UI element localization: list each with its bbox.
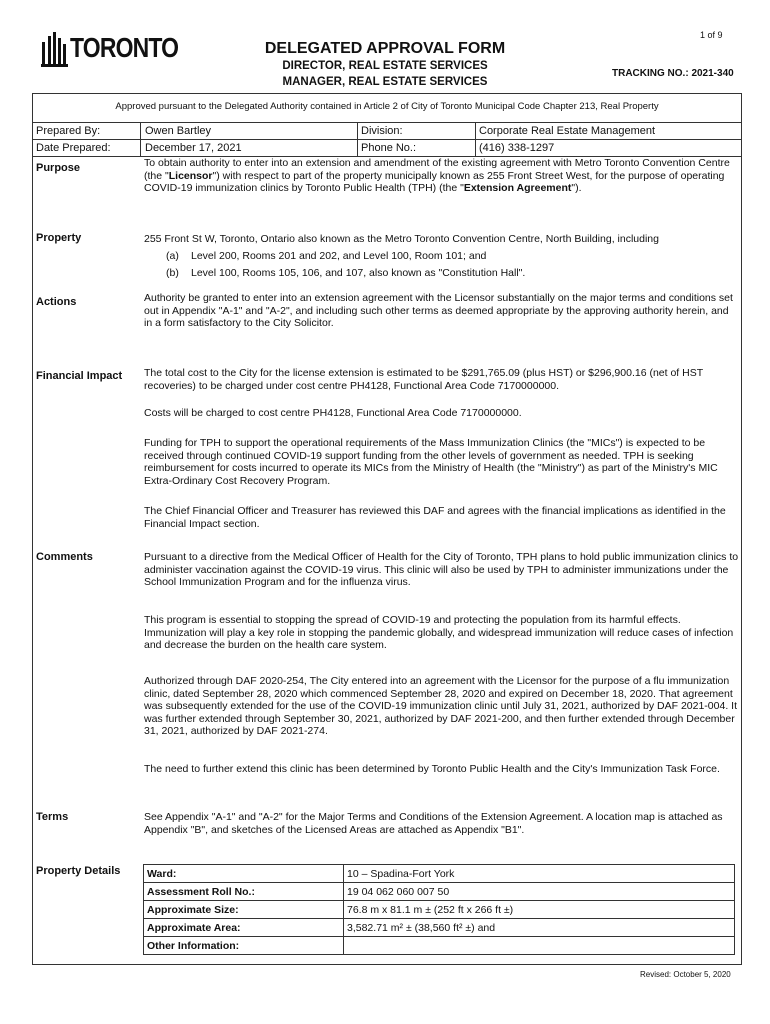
approximate-size-label: Approximate Size: bbox=[144, 901, 344, 919]
assessment-roll-label: Assessment Roll No.: bbox=[144, 883, 344, 901]
approximate-area-label: Approximate Area: bbox=[144, 919, 344, 937]
actions-text: Authority be granted to enter into an extension agreement with the Licensor substantially on the major terms and conditions set out in Appendix "A-1" and "A-2", and including such other terms as deemed appropriate by the approving authority herein, and in a form satisfactory to the City Solicitor. bbox=[144, 292, 733, 329]
table-row bbox=[144, 865, 735, 883]
approximate-size-value: 76.8 m x 81.1 m ± (252 ft x 266 ft ±) bbox=[344, 901, 735, 919]
purpose-text: To obtain authority to enter into an extension and amendment of the existing agreement with Metro Toronto Convention Centre (the "Licensor") with respect to part of the property municipally known as 255 Front Street West, for the purpose of operating COVID-19 immunization clinics by Toronto Public Health (TPH) (the "Extension Agreement"). bbox=[144, 157, 730, 194]
prepared-by-label: Prepared By: bbox=[36, 125, 101, 137]
tracking-number: TRACKING NO.: 2021-340 bbox=[612, 68, 734, 79]
list-item-marker: (b) bbox=[166, 267, 179, 279]
comments-p1: Pursuant to a directive from the Medical Officer of Health for the City of Toronto, TPH plans to hold public immunization clinics to administer vaccination against the COVID-19 virus. This clinic will also be used by TPH to administer immunizations under the School Immunization Program and for the influenza virus. bbox=[144, 551, 739, 588]
financial-impact-p1: The total cost to the City for the license extension is estimated to be $291,765.09 (plus HST) or $296,900.16 (net of HST recoveries) to be charged under cost centre PH4128, Functional Area Code 7170000000. bbox=[144, 367, 703, 392]
actions-label: Actions bbox=[36, 296, 77, 308]
terms-label: Terms bbox=[36, 811, 69, 823]
list-item: Level 200, Rooms 201 and 202, and Level 100, Room 101; and bbox=[191, 250, 487, 262]
phone-value: (416) 338-1297 bbox=[479, 142, 555, 154]
form-subtitle-director: DIRECTOR, REAL ESTATE SERVICES bbox=[282, 60, 488, 72]
property-details-label: Property Details bbox=[36, 865, 121, 877]
financial-impact-p2: Costs will be charged to cost centre PH4128, Functional Area Code 7170000000. bbox=[144, 407, 522, 419]
comments-p2: This program is essential to stopping the spread of COVID-19 and protecting the population from its harmful effects. Immunization will play a key role in stopping the pandemic globally, and widespread immunization will reduce cases of infection and decrease the burden on the health care system. bbox=[144, 614, 734, 651]
list-item-marker: (a) bbox=[166, 250, 179, 262]
toronto-logo bbox=[40, 26, 180, 70]
revised-date: Revised: October 5, 2020 bbox=[640, 970, 731, 979]
property-label: Property bbox=[36, 232, 82, 244]
approval-authority-text: Approved pursuant to the Delegated Authority contained in Article 2 of City of Toronto Municipal Code Chapter 213, Real Property bbox=[115, 101, 659, 112]
purpose-label: Purpose bbox=[36, 162, 81, 174]
divider bbox=[32, 139, 742, 140]
division-label: Division: bbox=[361, 125, 403, 137]
date-prepared-label: Date Prepared: bbox=[36, 142, 111, 154]
other-information-label: Other Information: bbox=[144, 937, 344, 955]
comments-p3: Authorized through DAF 2020-254, The City entered into an agreement with the Licensor for the purpose of a flu immunization clinic, dated September 28, 2020 which commenced September 28, 2020 and expired on December 18, 2020. That agreement was subsequently extended for the use of the COVID-19 immunization clinic until July 31, 2021, authorized by DAF 2021-004. It was further extended through September 30, 2021, authorized by DAF 2021-200, and then further extended through December 31, 2021, authorized by DAF 2021-274. bbox=[144, 675, 737, 737]
phone-label: Phone No.: bbox=[361, 142, 417, 154]
date-prepared-value: December 17, 2021 bbox=[145, 142, 242, 154]
table-row bbox=[144, 937, 735, 955]
comments-p4: The need to further extend this clinic has been determined by Toronto Public Health and the City's Immunization Task Force. bbox=[144, 763, 720, 775]
city-hall-icon bbox=[40, 28, 70, 68]
form-title: DELEGATED APPROVAL FORM bbox=[264, 40, 506, 57]
financial-impact-label: Financial Impact bbox=[36, 370, 123, 382]
terms-text: See Appendix "A-1" and "A-2" for the Major Terms and Conditions of the Extension Agreement. A location map is attached as Appendix "B", and sketches of the Licensed Areas are attached as Appendix "B1". bbox=[144, 811, 723, 836]
property-text: 255 Front St W, Toronto, Ontario also known as the Metro Toronto Convention Centre, North Building, including bbox=[144, 233, 659, 245]
comments-label: Comments bbox=[36, 551, 93, 563]
other-information-value bbox=[344, 937, 735, 955]
assessment-roll-value: 19 04 062 060 007 50 bbox=[344, 883, 735, 901]
logo-wordmark: TORONTO bbox=[70, 32, 179, 63]
division-value: Corporate Real Estate Management bbox=[479, 125, 656, 137]
table-row bbox=[144, 901, 735, 919]
ward-value: 10 – Spadina-Fort York bbox=[344, 865, 735, 883]
table-row bbox=[144, 883, 735, 901]
divider bbox=[32, 122, 742, 123]
ward-label: Ward: bbox=[144, 865, 344, 883]
table-row bbox=[144, 919, 735, 937]
approximate-area-value: 3,582.71 m² ± (38,560 ft² ±) and bbox=[344, 919, 735, 937]
property-details-table bbox=[143, 864, 735, 955]
financial-impact-p4: The Chief Financial Officer and Treasurer has reviewed this DAF and agrees with the financial implications as identified in the Financial Impact section. bbox=[144, 505, 726, 530]
form-subtitle-manager: MANAGER, REAL ESTATE SERVICES bbox=[282, 76, 488, 88]
prepared-by-value: Owen Bartley bbox=[145, 125, 212, 137]
page-number: 1 of 9 bbox=[700, 30, 723, 40]
financial-impact-p3: Funding for TPH to support the operational requirements of the Mass Immunization Clinics (the "MICs") is expected to be received through continued COVID-19 support funding from the other levels of government as needed. TPH is seeking reimbursement for costs incurred to operate its MICs from the Ministry of Health (the "Ministry") as part of the Ministry's MIC Extra-Ordinary Cost Recovery Program. bbox=[144, 437, 718, 487]
list-item: Level 100, Rooms 105, 106, and 107, also known as "Constitution Hall". bbox=[191, 267, 526, 279]
